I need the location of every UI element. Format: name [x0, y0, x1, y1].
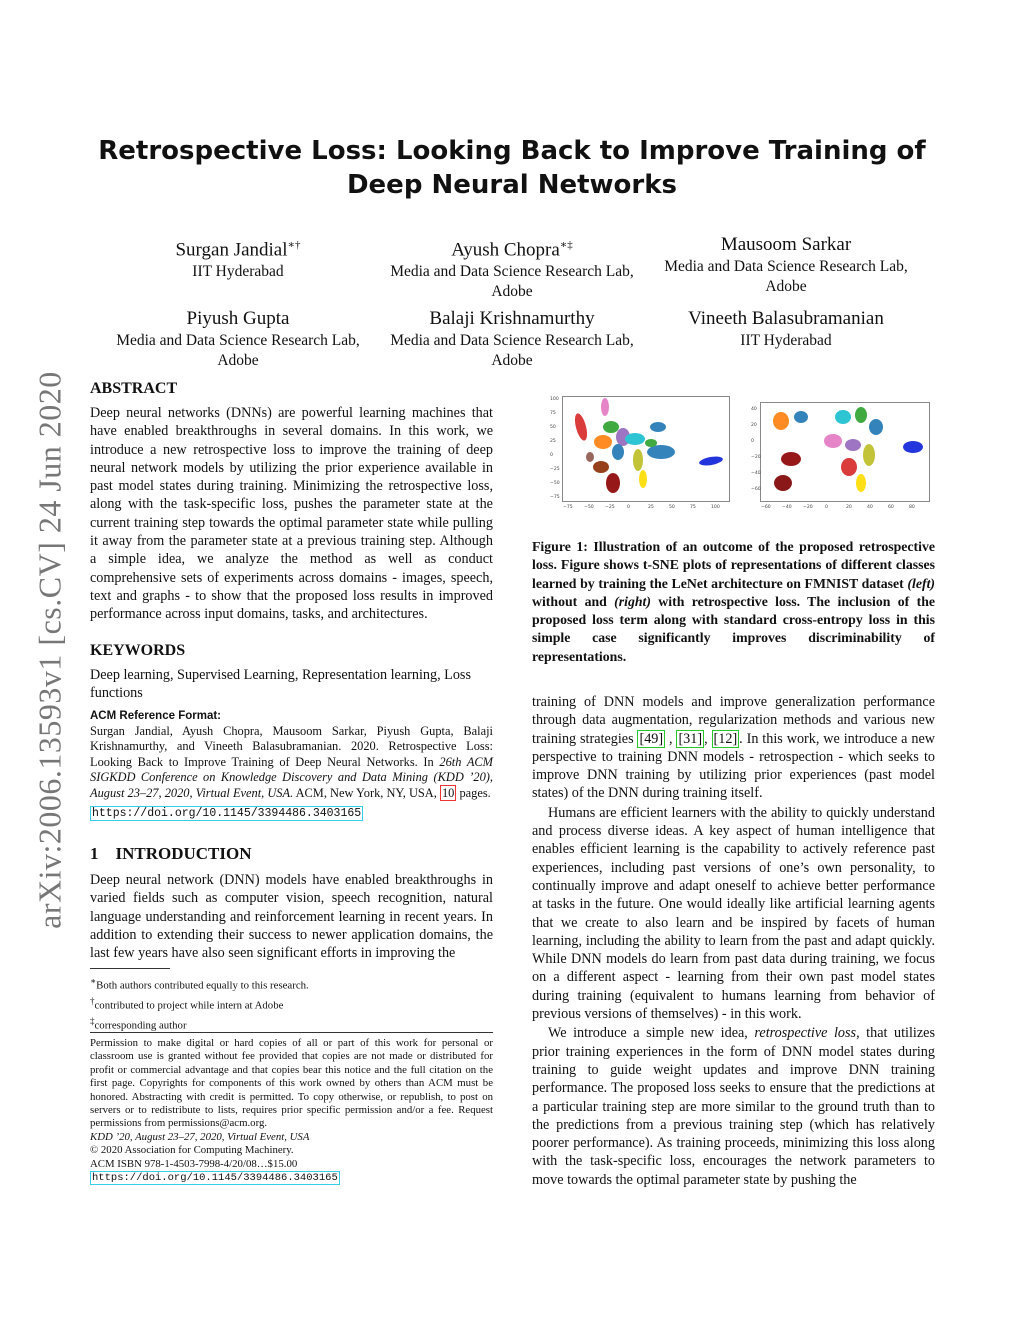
x-tick: 25: [648, 505, 654, 510]
footnote: [90, 995, 493, 1013]
permission-doi-link[interactable]: https://doi.org/10.1145/3394486.3403165: [92, 1172, 338, 1185]
permission-copyright: © 2020 Association for Computing Machinery.: [90, 1144, 294, 1157]
paragraph: [532, 693, 935, 803]
author-name: Balaji Krishnamurthy: [429, 308, 595, 329]
introduction-heading: [90, 843, 493, 865]
emphasis: retrospective loss: [754, 1025, 857, 1042]
author-affiliation: IIT Hyderabad: [192, 263, 284, 281]
author-block: [651, 233, 921, 297]
y-tick: 0: [550, 453, 553, 458]
footnote-text: contributed to project while intern at Adobe: [94, 999, 284, 1012]
permission-block: [90, 1037, 493, 1185]
footnotes: [90, 975, 493, 1033]
paragraph-text: We introduce a simple new idea,: [548, 1025, 755, 1042]
author-name: Mausoom Sarkar: [720, 234, 852, 255]
footnote-mark: ‡: [90, 1016, 95, 1026]
section-number: 1: [90, 844, 99, 863]
paragraph-text: ,: [704, 730, 712, 747]
author-affiliation: IIT Hyderabad: [740, 332, 832, 349]
author-block: [103, 307, 373, 371]
acm-reference: [90, 709, 493, 821]
y-tick: 75: [550, 411, 556, 416]
author-marks: ∗†: [287, 239, 301, 251]
y-tick: 40: [751, 407, 757, 412]
x-tick: 50: [669, 505, 675, 510]
y-tick: 100: [550, 397, 559, 402]
introduction-text: Deep neural network (DNN) models have enabled breakthroughs in varied fields such as computer vision, speech recognition, natural language understanding and reinforcement learning in recent years. In addition to extending their success to newer application domains, the last few years have also seen significant efforts in improving the: [90, 872, 493, 962]
footnote-mark: †: [90, 996, 95, 1006]
caption-right-label: (right): [614, 593, 651, 609]
keywords-section: [90, 640, 493, 703]
tsne-plot-left: [550, 396, 730, 510]
keywords-heading: KEYWORDS: [90, 642, 186, 659]
y-tick: 20: [751, 423, 757, 428]
paragraph: Humans are efficient learners with the ability to quickly understand and process diverse ideas. A key aspect of human intelligence that enables efficient learning is the capability to actively reference past experiences, including past versions of one’s own personality, to continually improve and adapt oneself to achieve better performance at tasks in the future. One would ideally like artificial learning agents that we create to also learn and be inspired by facets of human learning, including the ability to learn from the past and adapt quickly. While DNN models do learn from past data during training, we focus on a different aspect - learning from their own past model states during training (equivalent to humans learning from behavior of previous versions of themselves) - in this work.: [532, 804, 935, 1023]
tsne-left-scatter: [563, 397, 731, 503]
footnote: [90, 975, 493, 993]
abstract-heading: ABSTRACT: [90, 380, 178, 397]
caption-text: with retrospective loss. The inclusion of the proposed loss term along with standard cross-entropy loss in this simple case significantly improves discriminability of representations.: [532, 593, 936, 664]
y-tick: −75: [550, 495, 560, 500]
citation-link[interactable]: [12]: [713, 730, 738, 747]
author-name: Vineeth Balasubramanian: [688, 308, 884, 329]
permission-isbn: ACM ISBN 978-1-4503-7998-4/20/08…$15.00: [90, 1157, 298, 1170]
footnote-text: corresponding author: [94, 1019, 187, 1032]
right-column-text: [532, 693, 935, 1189]
citation-link[interactable]: [49]: [639, 730, 664, 747]
figure-1: [532, 392, 935, 516]
author-name: Piyush Gupta: [186, 308, 290, 329]
author-affiliation: Media and Data Science Research Lab, Adobe: [664, 258, 908, 295]
paragraph-text: ,: [665, 730, 677, 747]
caption-text: without and: [532, 593, 615, 609]
permission-text: Permission to make digital or hard copies of all or part of this work for personal or classroom use is granted without fee provided that copies are not made or distributed for profit or commercial advantage and that copies bear this notice and the full citation on the first page. Copyrights for components of this work owned by others than ACM must be honored. Abstracting with credit is permitted. To copy otherwise, or republish, to post on servers or to redistribute to lists, requires prior specific permission and/or a fee. Request permissions from permissions@acm.org.: [90, 1037, 493, 1130]
x-tick: 80: [909, 505, 915, 510]
footnote-rule: [90, 968, 170, 969]
author-affiliation: Media and Data Science Research Lab, Adobe: [390, 263, 634, 301]
x-tick: −25: [605, 505, 615, 510]
paragraph-text: , that utilizes prior training experiences in the form of DNN model states during training to guide weight updates and improve DNN training performance. The proposed loss seeks to ensure that the predictions at a particular training step are more similar to the ground truth than to the predictions from a previous training step (which has relatively poorer performance). As training proceeds, minimizing this loss along with the task-specific loss, encourages the network parameters to move towards the optimal parameter state by pushing the: [532, 1025, 935, 1188]
y-tick: −60: [751, 487, 761, 492]
citation-link[interactable]: [31]: [678, 730, 703, 747]
acm-ref-publisher: ACM, New York, NY, USA,: [293, 785, 440, 800]
y-tick: 50: [550, 425, 556, 430]
caption-left-label: (left): [907, 575, 935, 591]
acm-ref-pages-label: pages.: [456, 785, 491, 800]
acm-ref-authors: Surgan Jandial, Ayush Chopra, Mausoom Sarkar, Piyush Gupta, Balaji Krishnamurthy, and Vineeth Balasubramanian. 2020. Retrospective Loss: Looking Back to Improve Training of Deep Neural Networks. In: [90, 724, 493, 769]
x-tick: −75: [563, 505, 573, 510]
x-tick: 0: [825, 505, 828, 510]
author-marks: ∗‡: [559, 239, 573, 251]
y-tick: −25: [550, 467, 560, 472]
acm-ref-venue: 26th ACM SIGKDD Conference on Knowledge Discovery and Data Mining (KDD ’20), August 23–27, 2020, Virtual Event, USA.: [90, 754, 493, 800]
arxiv-stamp: arXiv:2006.13593v1 [cs.CV] 24 Jun 2020: [31, 371, 68, 929]
x-tick: −50: [584, 505, 594, 510]
abstract-section: [90, 378, 493, 624]
author-name: Surgan Jandial: [175, 239, 288, 261]
section-title: INTRODUCTION: [115, 844, 252, 863]
y-tick: 0: [751, 439, 754, 444]
permission-rule: [90, 1032, 493, 1033]
paper-title: Retrospective Loss: Looking Back to Improve Training of Deep Neural Networks: [98, 136, 926, 200]
doi-link[interactable]: https://doi.org/10.1145/3394486.3403165: [92, 807, 362, 821]
acm-reference-heading: ACM Reference Format:: [90, 710, 221, 722]
x-tick: 0: [627, 505, 630, 510]
pages-link[interactable]: 10: [441, 785, 455, 800]
x-tick: 75: [690, 505, 696, 510]
x-tick: 20: [846, 505, 852, 510]
paragraph-text: training of DNN models and improve generalization performance through data augmentation, regularization methods and various new training strategies: [532, 694, 935, 747]
caption-text: Figure 1: Illustration of an outcome of the proposed retrospective loss. Figure shows t-SNE plots of representations of different classes learned by training the LeNet architecture on FMNIST dataset: [532, 539, 935, 591]
footnote-mark: ∗: [90, 976, 97, 986]
x-tick: −60: [761, 505, 771, 510]
acm-reference-text: [90, 724, 493, 801]
y-tick: −40: [751, 471, 761, 476]
author-affiliation: Media and Data Science Research Lab, Adobe: [390, 332, 634, 369]
figure-caption: [532, 538, 935, 666]
tsne-right-scatter: [761, 403, 931, 503]
x-tick: 40: [867, 505, 873, 510]
tsne-plot-right: [751, 402, 930, 510]
author-block: [651, 307, 921, 351]
permission-venue: KDD ’20, August 23–27, 2020, Virtual Event, USA: [90, 1130, 310, 1143]
x-tick: −20: [803, 505, 813, 510]
author-name: Ayush Chopra: [451, 239, 560, 261]
author-block: [103, 233, 373, 282]
author-block: [377, 233, 647, 302]
introduction-section: [90, 843, 493, 962]
author-block: [377, 307, 647, 371]
y-tick: −50: [550, 481, 560, 486]
footnote: [90, 1015, 493, 1033]
y-tick: 25: [550, 439, 556, 444]
x-tick: 60: [888, 505, 894, 510]
paragraph-text: . In this work, we introduce a new perspective to training DNN models - retrospection - which seeks to improve DNN training by utilizing prior experiences (past model states) of the DNN during training itself.: [532, 730, 936, 802]
abstract-text: Deep neural networks (DNNs) are powerful learning machines that have enabled breakthroughs in several domains. In this work, we introduce a new retrospective loss to improve the training of deep neural network models by utilizing the prior experience available in past model states during training. Minimizing the retrospective loss, along with the task-specific loss, pushes the parameter state at the current training step towards the optimal parameter state while pulling it away from the parameter state at a previous training step. Although a simple idea, we analyze the method as well as conduct comprehensive sets of experiments across domains - images, speech, text and graphs - to show that the proposed loss results in improved performance across input domains, tasks, and architectures.: [90, 405, 493, 623]
author-affiliation: Media and Data Science Research Lab, Adobe: [116, 332, 360, 369]
x-tick: 100: [711, 505, 720, 510]
keywords-text: Deep learning, Supervised Learning, Representation learning, Loss functions: [90, 667, 471, 702]
footnote-text: Both authors contributed equally to this research.: [96, 979, 309, 992]
x-tick: −40: [782, 505, 792, 510]
paragraph: [532, 1024, 935, 1189]
y-tick: −20: [751, 455, 761, 460]
